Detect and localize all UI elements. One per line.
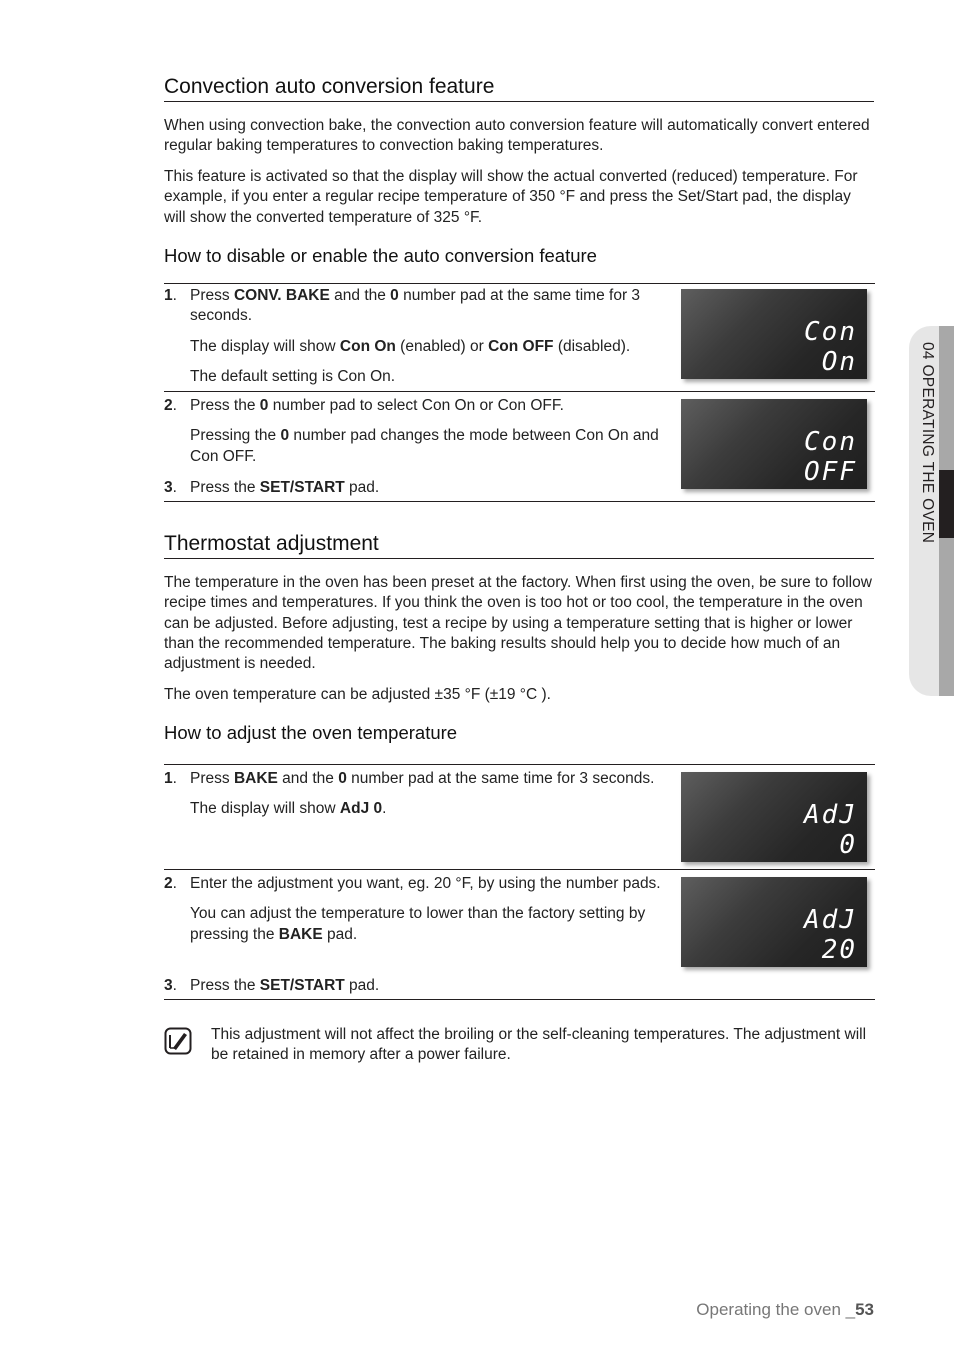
- step-number: 1: [164, 770, 173, 787]
- step-divider: [164, 869, 875, 870]
- display-line-1: Con: [804, 427, 857, 457]
- display-line-2: On: [821, 347, 857, 377]
- oven-display-con-on: [681, 289, 867, 379]
- convection-para-1: When using convection bake, the convection auto conversion feature will automatically convert entered regular baking temperatures to convection baking temperatures.: [164, 117, 870, 155]
- step-number: 3: [164, 479, 173, 496]
- step-number: 1: [164, 287, 173, 304]
- convection-para-2: This feature is activated so that the display will show the actual converted (reduced) temperature. For example, if you enter a regular recipe temperature of 350 °F and press the Set/Start pad, the display will show the converted temperature of 325 °F.: [164, 168, 858, 226]
- note-text: This adjustment will not affect the broiling or the self-cleaning temperatures. The adjustment will be retained in memory after a power failure.: [211, 1026, 867, 1064]
- side-tab-marker: [939, 470, 954, 538]
- title-rule: [164, 101, 874, 102]
- step-number: 3: [164, 977, 173, 994]
- title-rule: [164, 558, 874, 559]
- steps-top-rule: [164, 283, 875, 284]
- subtitle-adjust-temperature: How to adjust the oven temperature: [164, 722, 458, 743]
- steps-top-rule: [164, 764, 875, 765]
- page-number: 53: [855, 1300, 874, 1319]
- display-line-1: AdJ: [804, 905, 857, 935]
- step-number: 2: [164, 875, 173, 892]
- display-line-2: OFF: [804, 457, 857, 487]
- steps-bottom-rule: [164, 999, 875, 1000]
- display-line-1: AdJ: [804, 800, 857, 830]
- display-line-1: Con: [804, 317, 857, 347]
- page-footer: [696, 1300, 874, 1320]
- display-line-2: 0: [839, 830, 857, 860]
- display-line-2: 20: [821, 935, 857, 965]
- step-divider: [164, 391, 875, 392]
- steps-bottom-rule: [164, 501, 875, 502]
- section-title-thermostat: Thermostat adjustment: [164, 532, 379, 555]
- note-pencil-icon: [164, 1027, 192, 1055]
- step-number: 2: [164, 397, 173, 414]
- section-title-convection: Convection auto conversion feature: [164, 75, 495, 98]
- thermostat-para-2: The oven temperature can be adjusted ±35 °F (±19 °C ).: [164, 686, 551, 703]
- chapter-label: 04 OPERATING THE OVEN: [919, 342, 936, 544]
- oven-display-adj-20: [681, 877, 867, 967]
- subtitle-disable-enable: How to disable or enable the auto conversion feature: [164, 245, 597, 266]
- thermostat-para-1: The temperature in the oven has been preset at the factory. When first using the oven, be sure to follow recipe times and temperatures. If you think the oven is too hot or too cool, the temperature in the oven can be adjusted. Before adjusting, test a recipe by using a temperature setting that is higher or lower than the recommended temperature. The baking results should help you to decide how much of an adjustment is needed.: [164, 574, 872, 673]
- oven-display-con-off: [681, 399, 867, 489]
- oven-display-adj-0: [681, 772, 867, 862]
- footer-text: Operating the oven _: [696, 1300, 856, 1319]
